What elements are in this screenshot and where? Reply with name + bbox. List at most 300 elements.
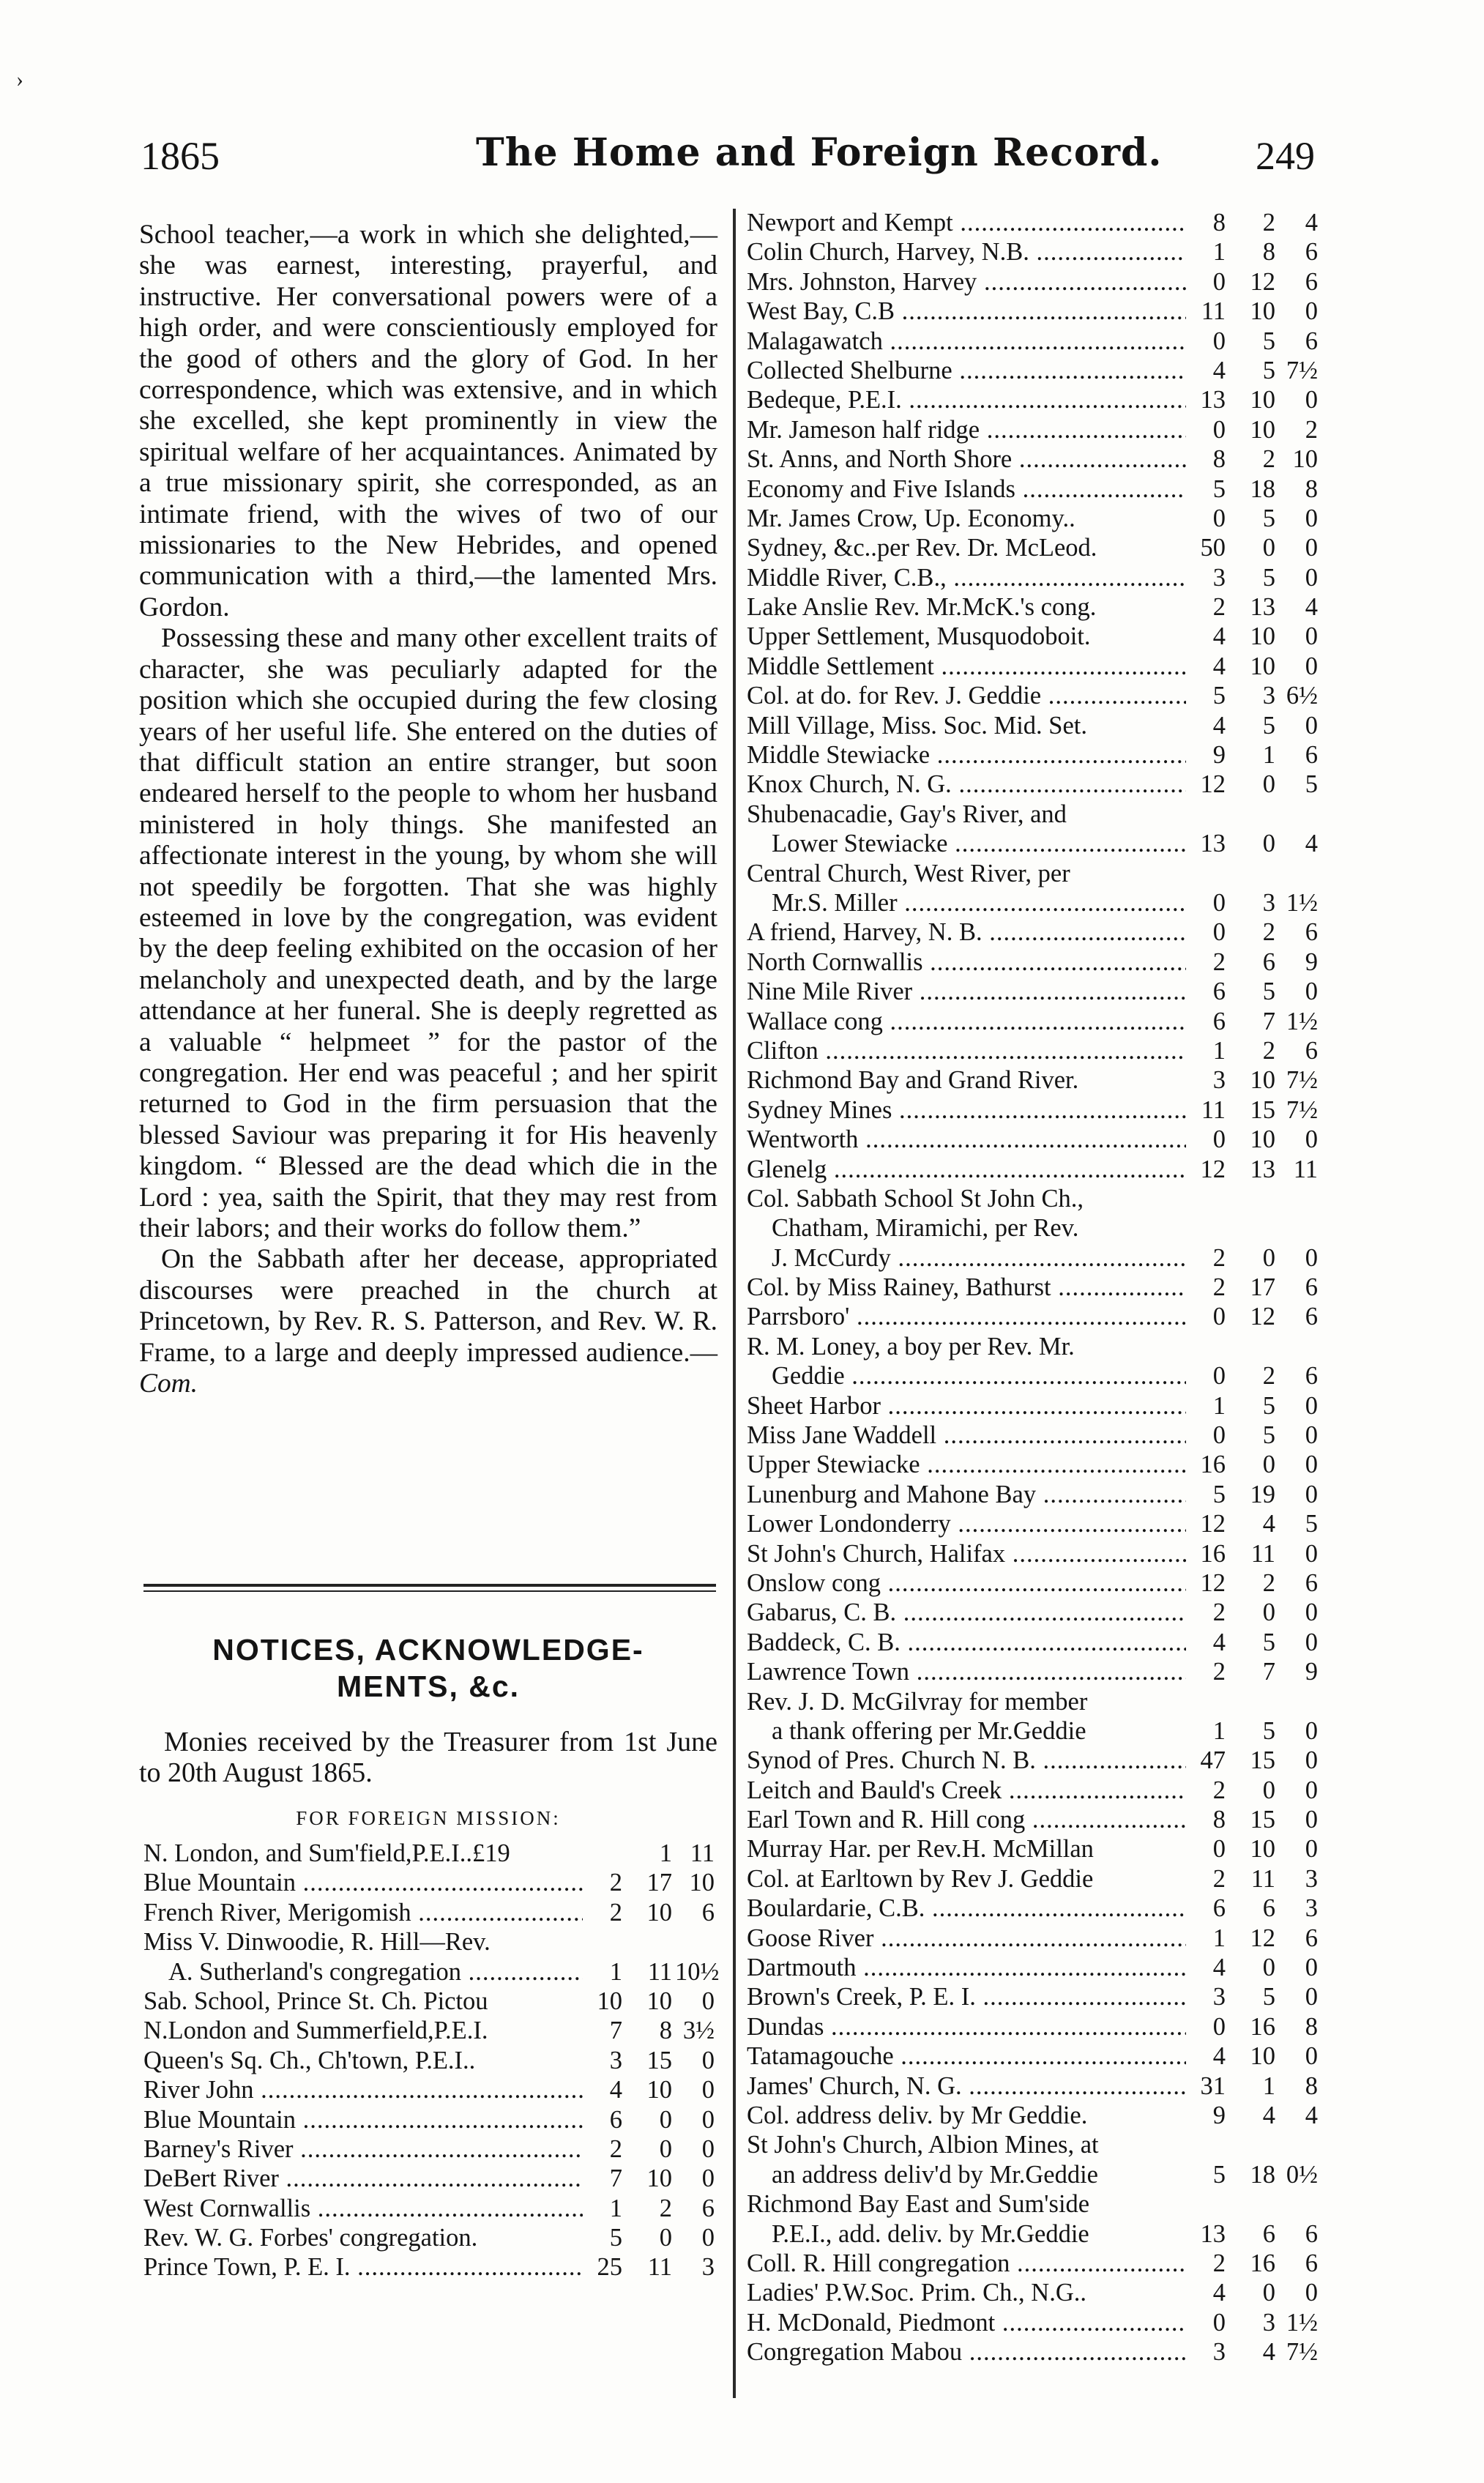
amount-shillings: 7 [1262,1658,1275,1686]
amount-pounds: 4 [1212,2279,1226,2307]
amount-shillings: 10 [1250,1066,1275,1095]
contribution-row [747,770,1318,799]
header-year: 1865 [141,134,220,178]
contribution-name: Congregation Mabou ..... [747,2337,1186,2367]
amount-pence: 0 [1305,1451,1318,1479]
contribution-row [747,327,1318,356]
amount-pounds: 2 [609,1898,622,1927]
contribution-name: Baddeck, C. B. ..... [747,1628,1186,1657]
contribution-row [747,1568,1318,1598]
amount-shillings: 5 [1262,1716,1275,1745]
amount-pounds: 6 [1212,978,1226,1006]
amount-shillings: 15 [1250,1746,1275,1775]
column-divider [733,209,736,2398]
amount-pence: 4 [1305,830,1318,858]
contribution-name: Dundas ..... [747,2012,1186,2041]
amount-shillings: 15 [646,2046,672,2074]
monies-received-text: Monies received by the Treasurer from 1st June to 20th August 1865. [139,1727,717,1788]
amount-pounds: 2 [1212,593,1226,622]
amount-pence: 7½ [1286,1095,1318,1124]
amount-shillings: 2 [1262,209,1275,237]
amount-pence: 6 [1305,2219,1318,2248]
amount-pence: 6 [1305,741,1318,770]
amount-shillings: 5 [1262,711,1275,740]
amount-pence: 0 [1305,1539,1318,1568]
amount-pence: 0 [701,1987,715,2015]
amount-pounds: 25 [597,2253,622,2282]
amount-shillings: 13 [1250,593,1275,622]
contribution-row [143,2134,715,2164]
amount-shillings: 6 [1262,2219,1275,2248]
amount-pence: 1½ [1286,2308,1318,2337]
contribution-name: James' Church, N. G. ..... [747,2071,1186,2101]
amount-pounds: 3 [1212,1066,1226,1095]
contribution-name: N. London, and Sum'field,P.E.I..£19 [143,1839,510,1867]
contribution-name: Col. Sabbath School St John Ch., [747,1184,1084,1213]
contribution-name: Mr. James Crow, Up. Economy.. [747,504,1075,532]
contribution-row [143,1957,720,1987]
contribution-name: J. McCurdy ..... [747,1243,1186,1273]
contribution-name: Knox Church, N. G. ..... [747,770,1186,799]
contribution-row [747,2041,1318,2071]
amount-pence: 6 [701,2194,715,2222]
amount-pence: 6 [1305,238,1318,267]
amount-pounds: 6 [609,2105,622,2134]
contribution-row [747,1982,1318,2011]
amount-pence: 4 [1305,209,1318,237]
contribution-name: Upper Settlement, Musquodoboit. [747,622,1091,651]
contribution-row [143,1898,715,1927]
contribution-name: a thank offering per Mr.Geddie [772,1716,1086,1745]
amount-pounds: 3 [1212,2338,1226,2367]
contribution-name: Blue Mountain ..... [143,2105,583,2134]
contribution-name: Lawrence Town ..... [747,1657,1186,1686]
contribution-row [747,1834,1318,1864]
amount-shillings: 0 [1262,830,1275,858]
amount-pounds: 13 [1200,386,1226,414]
amount-pounds: 0 [1212,504,1226,532]
contribution-name: Colin Church, Harvey, N.B. ..... [747,237,1186,267]
contribution-name: Rev. W. G. Forbes' congregation. [143,2224,478,2252]
contribution-name: Gabarus, C. B. ..... [747,1598,1186,1627]
contribution-name: Shubenacadie, Gay's River, and [747,800,1067,828]
amount-shillings: 19 [1250,1480,1275,1508]
amount-pence: 4 [1305,2102,1318,2129]
amount-shillings: 10 [1250,652,1275,680]
amount-shillings: 5 [1262,1983,1275,2011]
amount-pence: 10 [689,1869,715,1897]
amount-shillings: 0 [1262,1451,1275,1479]
amount-pence: 0 [1305,534,1318,562]
amount-pounds: 2 [1212,1658,1226,1686]
amount-shillings: 18 [1250,2160,1275,2189]
contribution-name: DeBert River ..... [143,2164,583,2193]
amount-pounds: 11 [1201,1095,1226,1124]
contribution-row [747,356,1318,385]
contribution-row [747,1716,1318,1746]
contribution-name: Sheet Harbor ..... [747,1391,1186,1421]
contribution-name: Wallace cong ..... [747,1007,1186,1036]
amount-pence: 0 [701,2164,715,2193]
amount-shillings: 10 [1250,415,1275,444]
amount-pounds: 8 [1212,1806,1226,1834]
amount-shillings: 6 [1262,948,1275,976]
contribution-row [747,1273,1318,1302]
contribution-row [747,237,1318,267]
contribution-row [747,1243,1318,1273]
amount-shillings: 15 [1250,1806,1275,1834]
amount-shillings: 2 [1262,1362,1275,1391]
amount-shillings: 10 [646,1987,672,2015]
contribution-row [747,1657,1318,1686]
contribution-name: Lake Anslie Rev. Mr.McK.'s cong. [747,593,1097,622]
amount-pounds: 0 [1212,2308,1226,2337]
amount-pounds: 1 [609,1957,622,1986]
amount-shillings: 11 [1250,1864,1275,1893]
amount-pence: 0 [1305,563,1318,592]
amount-shillings: 15 [1250,1095,1275,1124]
contribution-name: Lower Londonderry ..... [747,1509,1186,1538]
amount-shillings: 12 [1250,267,1275,296]
amount-pence: 11 [1293,1155,1318,1183]
contribution-name: Ladies' P.W.Soc. Prim. Ch., N.G.. [747,2279,1086,2307]
contribution-row [747,533,1318,562]
contribution-name: Prince Town, P. E. I. ..... [143,2252,583,2282]
contribution-name: River John ..... [143,2075,583,2104]
amount-pence: 6 [1305,2249,1318,2277]
amount-pence: 10½ [675,1957,720,1986]
contribution-row [747,415,1318,444]
contribution-row [747,1480,1318,1509]
contribution-name: Richmond Bay East and Sum'side [747,2190,1090,2219]
amount-pence: 2 [1305,415,1318,444]
amount-shillings: 8 [659,2017,672,2045]
contribution-name: French River, Merigomish ..... [143,1898,583,1927]
contribution-name: St. Anns, and North Shore ..... [747,444,1186,474]
amount-pounds: 4 [1212,356,1226,384]
contribution-row [747,208,1318,237]
contribution-row [747,1125,1318,1154]
amount-pounds: 12 [1200,1510,1226,1538]
amount-pence: 3½ [682,2017,715,2045]
amount-shillings: 0 [659,2105,672,2134]
contribution-name: Geddie ..... [747,1361,1186,1391]
obituary-paragraph-3 [139,1244,717,1399]
contribution-name: Coll. R. Hill congregation ..... [747,2249,1186,2278]
contribution-row [747,948,1318,977]
amount-pence: 0 [1305,1598,1318,1627]
amount-pence: 1½ [1286,1007,1318,1035]
obituary-paragraph-2: Possessing these and many other excellent traits of character, she was peculiarly adapted for the position which she occupied during the few closing years of her useful life. She entered on the duties of that difficult station an entire stranger, but soon endeared herself to the people to whom her husband ministered in holy things. She manifested an affectionate interest in the young, by whom she will not speedily be forgotten. That she was highly esteemed in love by the congregation, was evident by the deep feeling exhibited on the occasion of her melancholy and unexpected death, and by the large attendance at her funeral. She is deeply regretted as a valuable “ helpmeet ” for the pastor of the congregation. Her end was peaceful ; and her spirit returned to God in the firm persuasion that the blessed Saviour was preparing it for His heavenly kingdom. “ Blessed are the dead which die in the Lord : yea, saith the Spirit, that they may rest from their labors; and their works do follow them.” [139,623,717,1243]
amount-pence: 8 [1305,2071,1318,2100]
amount-shillings: 10 [646,1898,672,1927]
contribution-name: Wentworth ..... [747,1125,1186,1154]
amount-pounds: 4 [1212,2042,1226,2071]
contribution-row [747,1155,1318,1184]
contribution-row [747,267,1318,297]
amount-pence: 5 [1305,1510,1318,1538]
amount-shillings: 10 [646,2164,672,2193]
amount-pence: 0 [701,2105,715,2134]
amount-pounds: 0 [1212,1421,1226,1450]
contribution-name: Miss V. Dinwoodie, R. Hill—Rev. [143,1928,491,1957]
contribution-row [747,1036,1318,1065]
contribution-row [747,1509,1318,1538]
contribution-name: Sydney, &c..per Rev. Dr. McLeod. [747,534,1097,562]
right-contributions-list [747,208,1318,2367]
contribution-name: Upper Stewiacke ..... [747,1450,1186,1479]
amount-pounds: 10 [597,1987,622,2015]
amount-shillings: 2 [1262,1036,1275,1065]
contribution-name: Lunenburg and Mahone Bay ..... [747,1480,1186,1509]
contribution-row [747,711,1318,740]
contribution-row [747,2308,1318,2337]
contribution-row [747,1007,1318,1036]
contribution-name: Clifton ..... [747,1036,1186,1065]
amount-pence: 0 [1305,1391,1318,1420]
amount-pence: 0 [1305,622,1318,651]
contribution-name: Parrsboro' ..... [747,1302,1186,1331]
contribution-name: West Bay, C.B ..... [747,297,1186,326]
amount-pounds: 2 [609,1869,622,1897]
contribution-row [747,1421,1318,1450]
amount-pounds: 5 [1212,1480,1226,1508]
contribution-row [747,592,1318,622]
amount-pounds: 3 [1212,1983,1226,2011]
contribution-name: Mill Village, Miss. Soc. Mid. Set. [747,711,1087,740]
amount-pounds: 4 [1212,652,1226,680]
contribution-row [747,2189,1318,2219]
amount-pounds: 1 [1212,1716,1226,1745]
amount-pence: 0 [1305,652,1318,680]
contribution-row [747,800,1318,829]
amount-pounds: 4 [1212,1628,1226,1656]
amount-shillings: 5 [1262,504,1275,532]
amount-pounds: 4 [1212,1954,1226,1982]
amount-pence: 6 [1305,918,1318,947]
contribution-row [747,385,1318,414]
amount-shillings: 4 [1262,2102,1275,2129]
amount-shillings: 16 [1250,2249,1275,2277]
contribution-row [747,977,1318,1006]
contribution-row [747,1095,1318,1125]
contribution-row [747,829,1318,858]
contribution-name: Col. at Earltown by Rev J. Geddie [747,1864,1094,1893]
amount-pence: 0 [1305,504,1318,532]
contribution-row [747,740,1318,770]
obituary-paragraph-3-text: On the Sabbath after her decease, appropriated discourses were preached in the church at Princetown, by Rev. R. S. Patterson, and Rev. W. R. Frame, to a large and deeply impressed audience.— [139,1244,717,1368]
contribution-row [747,2101,1318,2130]
amount-pence: 0 [1305,2279,1318,2307]
amount-pounds: 12 [1200,1568,1226,1597]
amount-pence: 6 [1305,1924,1318,1952]
contribution-row [747,1894,1318,1923]
amount-pence: 0 [1305,1628,1318,1656]
amount-shillings: 16 [1250,2012,1275,2041]
amount-shillings: 8 [1262,238,1275,267]
amount-pounds: 2 [1212,1598,1226,1627]
amount-pence: 11 [690,1839,715,1867]
left-column-text [139,220,717,1399]
amount-shillings: 11 [1250,1539,1275,1568]
amount-shillings: 12 [1250,1924,1275,1952]
amount-pence: 0 [701,2224,715,2252]
amount-pence: 0 [1305,1835,1318,1864]
amount-pounds: 3 [609,2046,622,2074]
contribution-row [747,1776,1318,1805]
amount-pounds: 6 [1212,1894,1226,1923]
amount-shillings: 2 [1262,445,1275,474]
amount-pounds: 16 [1200,1451,1226,1479]
amount-pence: 7½ [1286,2338,1318,2367]
contribution-row [747,1805,1318,1834]
contribution-name: Dartmouth ..... [747,1953,1186,1982]
amount-pounds: 0 [1212,415,1226,444]
contribution-row [747,1598,1318,1627]
amount-shillings: 0 [1262,770,1275,799]
contribution-row [747,681,1318,710]
contribution-row [747,444,1318,474]
amount-pounds: 0 [1212,1362,1226,1391]
amount-pence: 9 [1305,1658,1318,1686]
amount-shillings: 5 [1262,978,1275,1006]
amount-pence: 0 [1305,1716,1318,1745]
contribution-name: Col. by Miss Rainey, Bathurst ..... [747,1273,1186,1302]
amount-pence: 7½ [1286,356,1318,384]
contribution-row [747,1332,1318,1361]
amount-pounds: 0 [1212,918,1226,947]
amount-pence: 3 [1305,1864,1318,1893]
contribution-row [143,1868,715,1897]
contribution-name: Murray Har. per Rev.H. McMillan [747,1835,1094,1864]
amount-pence: 6 [701,1898,715,1927]
amount-pence: 3 [1305,1894,1318,1923]
foreign-mission-heading: FOR FOREIGN MISSION: [296,1807,561,1829]
amount-pence: 7½ [1286,1066,1318,1095]
contribution-row [747,1184,1318,1213]
contribution-row [747,1450,1318,1479]
contribution-row [747,297,1318,326]
amount-pounds: 4 [1212,711,1226,740]
amount-shillings: 0 [1262,1776,1275,1804]
amount-pence: 0 [1305,1954,1318,1982]
amount-pence: 0 [1305,1746,1318,1775]
contribution-row [747,1361,1318,1391]
contribution-row [747,1864,1318,1894]
amount-pence: 0 [701,2046,715,2074]
contribution-name: North Cornwallis ..... [747,948,1186,977]
amount-shillings: 10 [1250,386,1275,414]
amount-shillings: 2 [659,2194,672,2222]
page-number: 249 [1256,134,1315,178]
amount-pence: 0 [1305,1983,1318,2011]
amount-pounds: 9 [1212,2102,1226,2129]
amount-shillings: 10 [1250,1125,1275,1154]
amount-pounds: 31 [1200,2071,1226,2100]
journal-title: The Home and Foreign Record. [476,130,1163,175]
contribution-name: Middle Settlement ..... [747,652,1186,681]
amount-pounds: 8 [1212,445,1226,474]
contribution-name: an address deliv'd by Mr.Geddie [772,2160,1098,2189]
contribution-name: Barney's River ..... [143,2134,583,2164]
contribution-name: Nine Mile River ..... [747,977,1186,1006]
amount-shillings: 5 [1262,1421,1275,1450]
contribution-row [747,504,1318,533]
amount-shillings: 17 [646,1869,672,1897]
amount-pounds: 1 [1212,1036,1226,1065]
contribution-row [747,2219,1318,2249]
contribution-name: West Cornwallis ..... [143,2194,583,2223]
amount-pounds: 5 [1212,682,1226,710]
contribution-row [747,1628,1318,1657]
amount-shillings: 3 [1262,682,1275,710]
amount-pounds: 3 [1212,563,1226,592]
amount-pounds: 6 [1212,1007,1226,1035]
notices-heading [139,1631,717,1705]
contribution-row [747,2071,1318,2101]
amount-pounds: 8 [1212,209,1226,237]
margin-mark: › [16,67,23,92]
amount-pence: 0 [1305,978,1318,1006]
amount-pounds: 9 [1212,741,1226,770]
left-contributions-list [143,1839,720,2282]
amount-pounds: 2 [1212,1776,1226,1804]
amount-pounds: 4 [609,2076,622,2104]
amount-pence: 0 [701,2134,715,2163]
amount-pence: 0 [1305,1806,1318,1834]
contribution-name: Mrs. Johnston, Harvey ..... [747,267,1186,297]
amount-shillings: 0 [1262,1598,1275,1627]
contribution-name: P.E.I., add. deliv. by Mr.Geddie [772,2219,1089,2248]
contribution-row [747,2249,1318,2278]
contribution-name: Middle River, C.B., ..... [747,563,1186,592]
contribution-name: R. M. Loney, a boy per Rev. Mr. [747,1332,1075,1360]
amount-pence: 0 [701,2076,715,2104]
amount-pence: 0 [1305,1776,1318,1804]
amount-pounds: 5 [1212,474,1226,503]
contribution-name: Central Church, West River, per [747,859,1070,887]
amount-shillings: 17 [1250,1273,1275,1302]
amount-pence: 0 [1305,297,1318,326]
page-header [132,130,1318,189]
contribution-name: Mr. Jameson half ridge ..... [747,415,1186,444]
amount-shillings: 13 [1250,1155,1275,1183]
amount-pence: 0 [1305,711,1318,740]
contribution-name: Collected Shelburne ..... [747,356,1186,385]
amount-pence: 6 [1305,267,1318,296]
amount-pounds: 2 [1212,1243,1226,1272]
amount-shillings: 10 [1250,2042,1275,2071]
contribution-name: Brown's Creek, P. E. I. ..... [747,1982,1186,2011]
contribution-row [747,1746,1318,1775]
contribution-name: Col. at do. for Rev. J. Geddie ..... [747,681,1186,710]
contribution-row [143,2194,715,2223]
contribution-name: Bedeque, P.E.I. ..... [747,385,1186,414]
contribution-row [747,2337,1318,2367]
amount-shillings: 1 [1262,741,1275,770]
contribution-name: Col. address deliv. by Mr Geddie. [747,2102,1088,2129]
amount-shillings: 7 [1262,1007,1275,1035]
contribution-name: Boulardarie, C.B. ..... [747,1894,1186,1923]
amount-pounds: 0 [1212,888,1226,917]
notices-heading-line-2: MENTS, &c. [336,1669,521,1703]
amount-pence: 3 [701,2253,715,2282]
section-separator [143,1584,716,1596]
amount-pounds: 12 [1200,1155,1226,1183]
amount-shillings: 0 [1262,534,1275,562]
amount-shillings: 3 [1262,2308,1275,2337]
contribution-row [747,2130,1318,2159]
